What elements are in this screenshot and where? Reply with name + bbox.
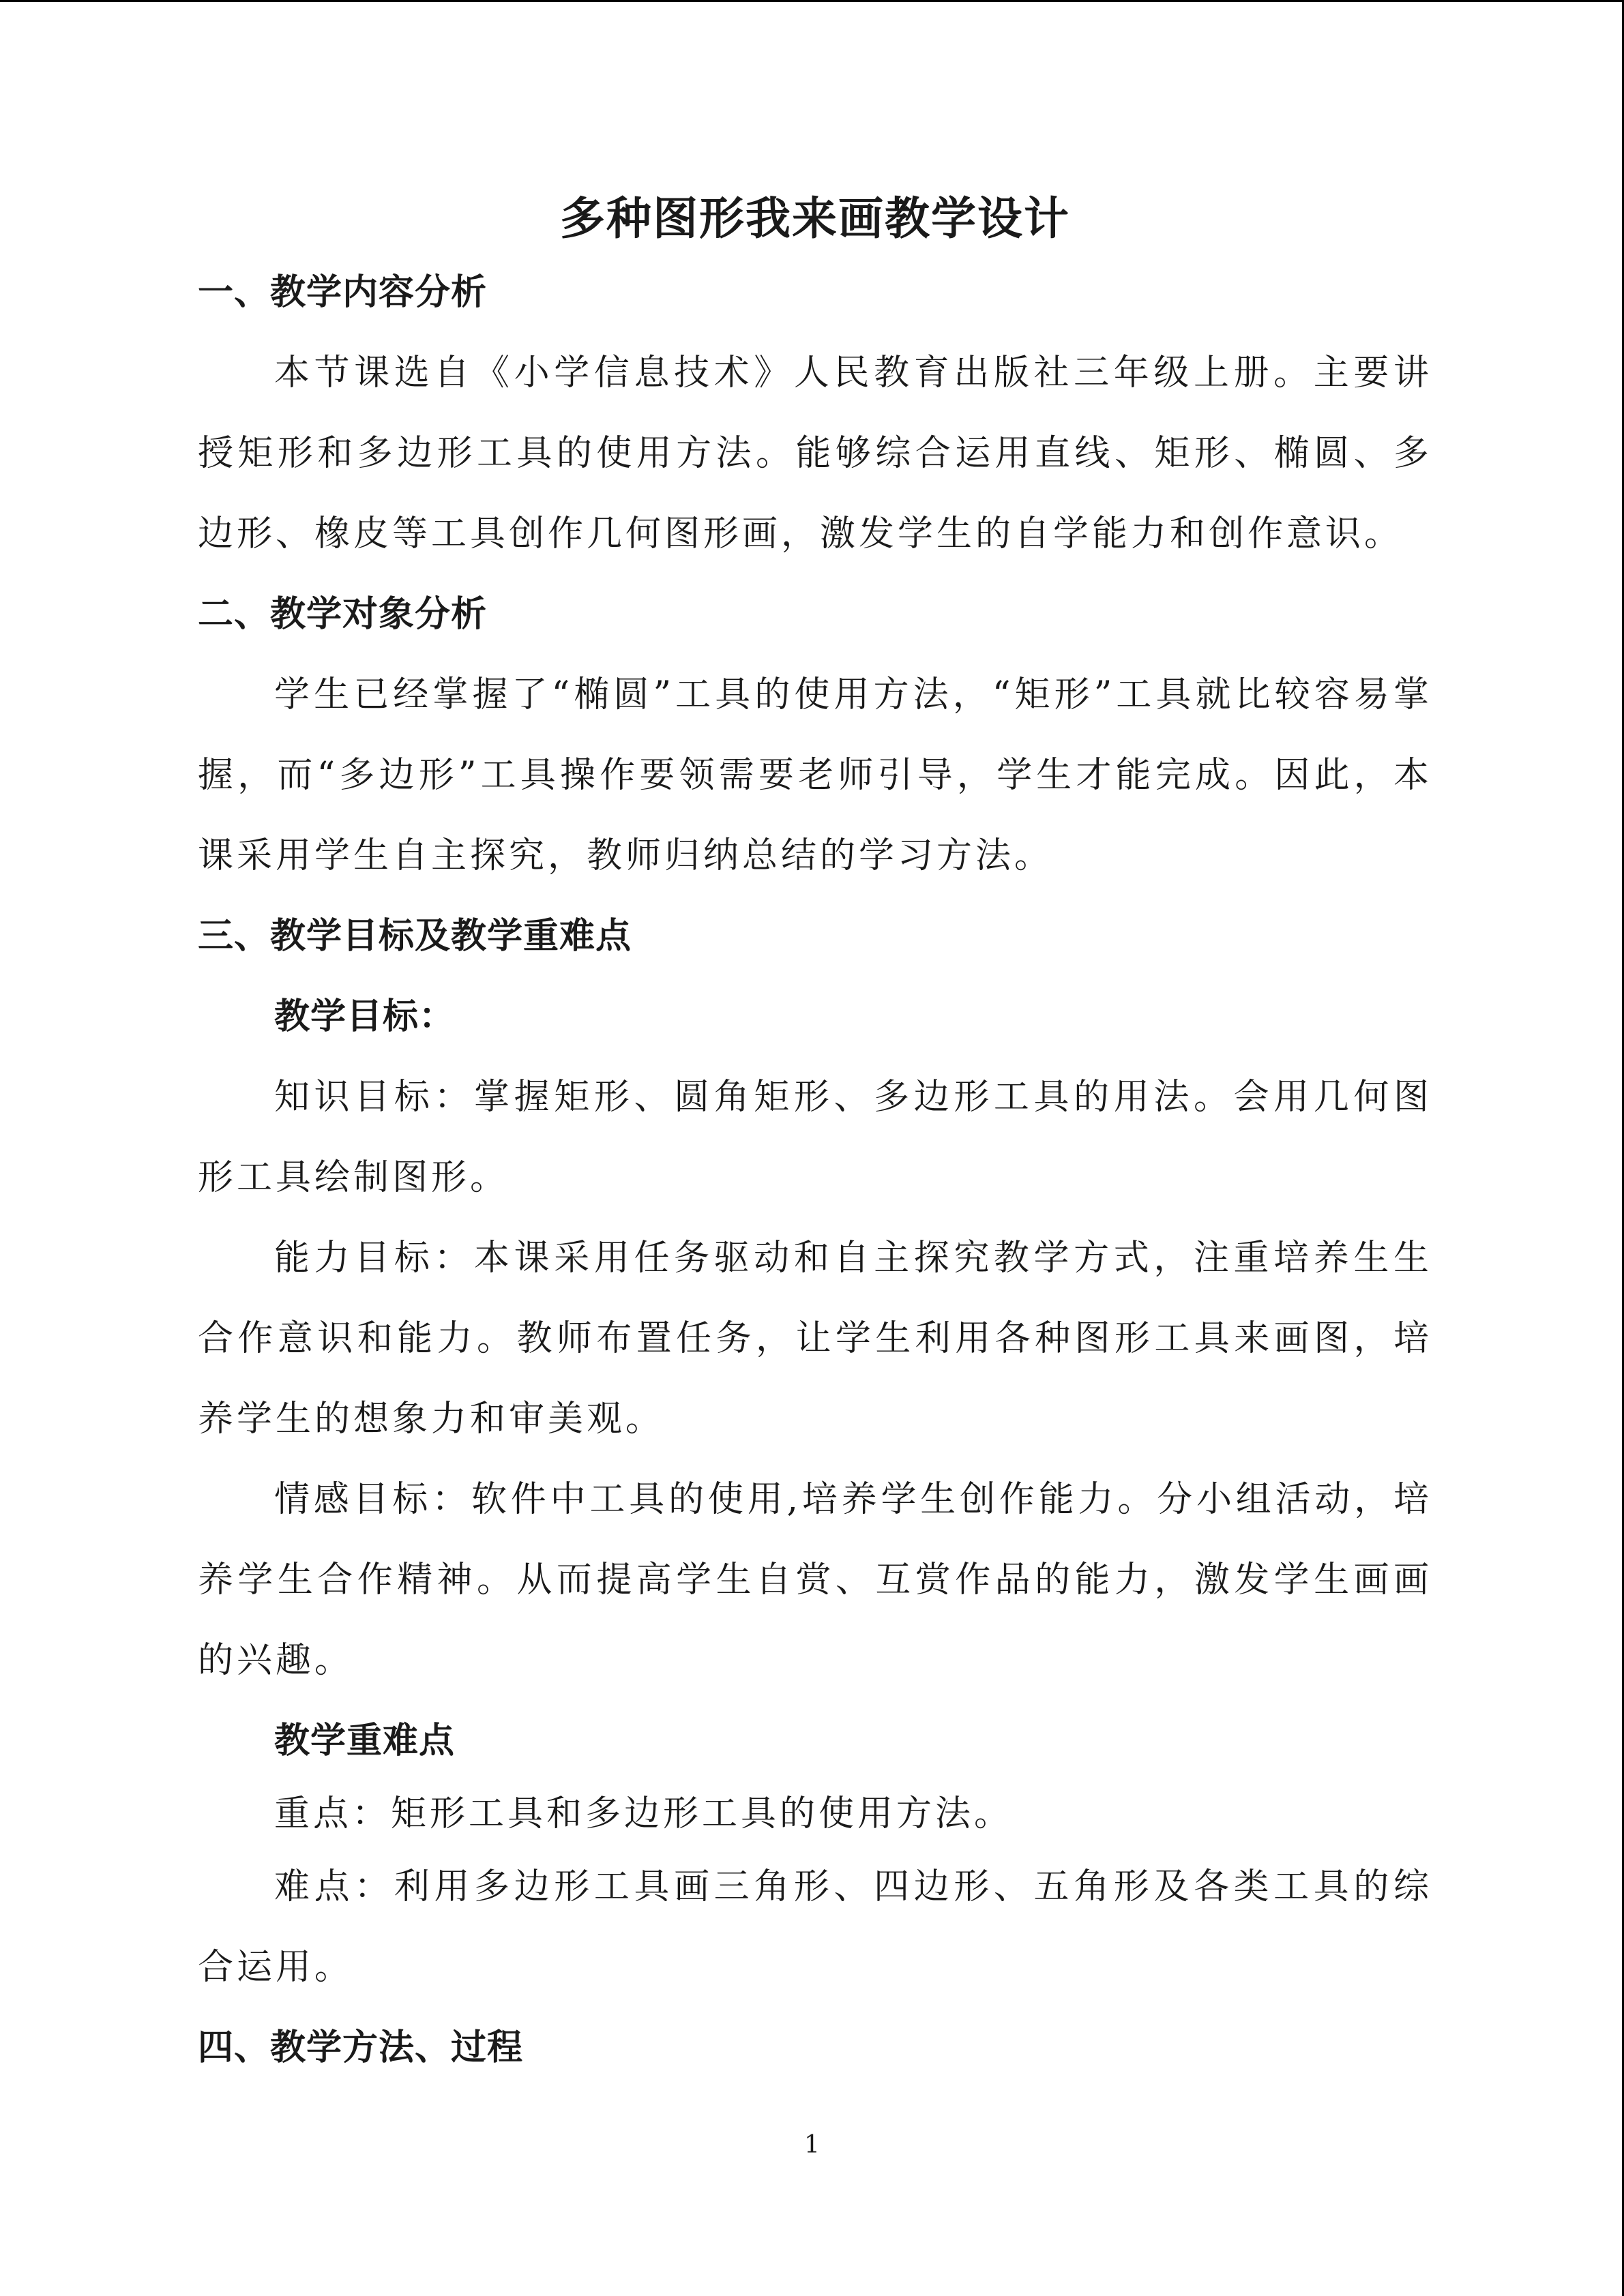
document-body	[198, 184, 1432, 2088]
paragraph-emotion-goal: 情感目标：软件中工具的使用,培养学生创作能力。分小组活动，培养学生合作精神。从而提高学生自赏、互赏作品的能力，激发学生画画的兴趣。	[198, 1479, 1432, 1681]
section-heading-content-analysis: 一、教学内容分析	[198, 272, 488, 313]
section-heading-goals: 三、教学目标及教学重难点	[198, 916, 632, 957]
subheading-key-points: 教学重难点	[274, 1720, 456, 1761]
paragraph-ability-goal: 能力目标：本课采用任务驱动和自主探究教学方式，注重培养生生合作意识和能力。教师布置任务，让学生利用各种图形工具来画图，培养学生的想象力和审美观。	[198, 1238, 1432, 1440]
paragraph-content-analysis: 本节课选自《小学信息技术》人民教育出版社三年级上册。主要讲授矩形和多边形工具的使用方法。能够综合运用直线、矩形、椭圆、多边形、橡皮等工具创作几何图形画，激发学生的自学能力和创作意识。	[198, 353, 1432, 554]
document-title: 多种图形我来画教学设计	[560, 192, 1070, 245]
paragraph-difficult-point: 难点：利用多边形工具画三角形、四边形、五角形及各类工具的综合运用。	[198, 1866, 1432, 1988]
paragraph-key-point: 重点：矩形工具和多边形工具的使用方法。	[274, 1793, 1014, 1834]
page-number: 1	[804, 2131, 820, 2159]
section-heading-methods: 四、教学方法、过程	[198, 2027, 524, 2068]
subheading-teaching-goals: 教学目标：	[274, 996, 456, 1037]
section-heading-student-analysis: 二、教学对象分析	[198, 594, 488, 635]
paragraph-student-analysis: 学生已经掌握了“椭圆”工具的使用方法，“矩形”工具就比较容易掌握，而“多边形”工具操作要领需要老师引导，学生才能完成。因此，本课采用学生自主探究，教师归纳总结的学习方法。	[198, 674, 1432, 876]
paragraph-knowledge-goal: 知识目标：掌握矩形、圆角矩形、多边形工具的用法。会用几何图形工具绘制图形。	[198, 1077, 1432, 1198]
